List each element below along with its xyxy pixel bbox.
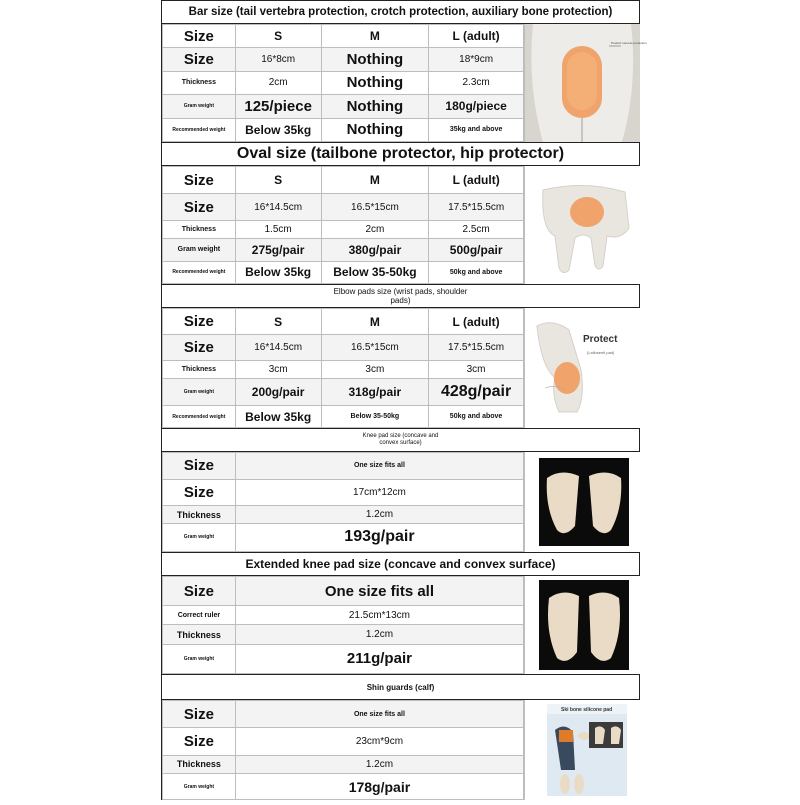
header-cell: Size — [163, 167, 236, 194]
table-row — [163, 701, 524, 728]
table-row — [163, 239, 524, 262]
shin-size-table — [162, 700, 524, 800]
table-cell: 211g/pair — [235, 644, 523, 673]
table-cell: 18*9cm — [429, 48, 524, 71]
table-row — [163, 71, 524, 94]
table-row — [163, 118, 524, 141]
bar-pad-photo — [524, 24, 647, 142]
table-cell: 35kg and above — [429, 118, 524, 141]
table-cell: 428g/pair — [429, 378, 524, 406]
row-label: Gram weight — [163, 523, 236, 551]
ext-knee-pad-photo — [524, 576, 640, 674]
table-row — [163, 95, 524, 118]
table-cell: 2cm — [235, 71, 321, 94]
table-cell: 3cm — [429, 361, 524, 378]
table-cell: One size fits all — [235, 701, 523, 728]
table-cell: One size fits all — [235, 453, 523, 480]
row-label: Thickness — [163, 506, 236, 524]
table-cell: 50kg and above — [429, 261, 524, 284]
table-cell: 380g/pair — [321, 239, 429, 262]
row-label: Correct ruler — [163, 606, 236, 625]
table-cell: 275g/pair — [235, 239, 321, 262]
table-cell: Below 35-50kg — [321, 406, 429, 428]
table-row — [163, 479, 524, 506]
header-cell: S — [235, 25, 321, 48]
table-cell: 16.5*15cm — [321, 335, 429, 361]
row-label: Thickness — [163, 361, 236, 378]
elbow-section-title — [162, 284, 639, 308]
table-row — [163, 406, 524, 428]
row-label: Size — [163, 479, 236, 506]
elbow-section-title-text: Elbow pads size (wrist pads, shoulder pads) — [333, 287, 468, 305]
row-label: Gram weight — [163, 378, 236, 406]
elbow-pad-photo — [524, 308, 640, 428]
elbow-size-table — [162, 308, 524, 428]
table-row — [163, 506, 524, 524]
shin-section-title-text: Shin guards (calf) — [366, 682, 435, 692]
row-label: Recommended weight — [163, 118, 236, 141]
table-row — [163, 453, 524, 480]
table-row — [163, 625, 524, 644]
table-cell: 23cm*9cm — [235, 728, 523, 755]
size-chart-sheet — [161, 0, 647, 800]
table-cell: 17cm*12cm — [235, 479, 523, 506]
row-label: Thickness — [163, 625, 236, 644]
table-cell: Nothing — [321, 71, 429, 94]
header-cell: L (adult) — [429, 25, 524, 48]
ext-knee-section-title-text: Extended knee pad size (concave and convex surface) — [245, 557, 556, 571]
table-cell: 3cm — [321, 361, 429, 378]
table-cell: 16*8cm — [235, 48, 321, 71]
header-cell: Size — [163, 25, 236, 48]
table-row — [163, 378, 524, 406]
table-cell: Nothing — [321, 48, 429, 71]
row-label: Recommended weight — [163, 261, 236, 284]
table-cell: 1.2cm — [235, 506, 523, 524]
row-label: Thickness — [163, 755, 236, 773]
row-label: Size — [163, 701, 236, 728]
table-cell: 2cm — [321, 221, 429, 239]
table-cell: Nothing — [321, 95, 429, 118]
header-cell: Size — [163, 309, 236, 335]
table-cell: Below 35kg — [235, 261, 321, 284]
row-label: Recommended weight — [163, 406, 236, 428]
table-cell: 178g/pair — [235, 774, 523, 800]
row-label: Size — [163, 728, 236, 755]
header-cell: S — [235, 309, 321, 335]
oval-section-title-text: Oval size (tailbone protector, hip protector) — [236, 145, 565, 162]
oval-size-table — [162, 166, 524, 284]
table-header-row — [163, 309, 524, 335]
table-row — [163, 221, 524, 239]
table-row — [163, 774, 524, 800]
table-row — [163, 194, 524, 221]
row-label: Size — [163, 48, 236, 71]
row-label: Gram weight — [163, 774, 236, 800]
table-cell: Nothing — [321, 118, 429, 141]
oval-section-title — [162, 142, 639, 166]
bar-image-note: Product used as protection — [611, 41, 647, 45]
table-row — [163, 644, 524, 673]
oval-pad-photo — [524, 166, 640, 284]
row-label: Thickness — [163, 221, 236, 239]
table-row — [163, 361, 524, 378]
table-row — [163, 523, 524, 551]
row-label: Gram weight — [163, 644, 236, 673]
table-row — [163, 728, 524, 755]
table-row — [163, 606, 524, 625]
knee-section-title — [162, 428, 639, 452]
row-label: Size — [163, 577, 236, 606]
header-cell: M — [321, 309, 429, 335]
table-cell: 16*14.5cm — [235, 194, 321, 221]
header-cell: M — [321, 167, 429, 194]
knee-pad-photo — [524, 452, 640, 552]
table-cell: 1.2cm — [235, 755, 523, 773]
table-cell: One size fits all — [235, 577, 523, 606]
row-label: Thickness — [163, 71, 236, 94]
table-cell: 17.5*15.5cm — [429, 335, 524, 361]
elbow-image-label: Protect — [583, 334, 618, 345]
table-cell: Below 35-50kg — [321, 261, 429, 284]
table-cell: 2.5cm — [429, 221, 524, 239]
table-header-row — [163, 167, 524, 194]
ext-knee-section-title — [162, 552, 639, 576]
header-cell: S — [235, 167, 321, 194]
table-cell: 17.5*15.5cm — [429, 194, 524, 221]
table-cell: 16*14.5cm — [235, 335, 321, 361]
knee-size-table — [162, 452, 524, 552]
table-cell: 200g/pair — [235, 378, 321, 406]
table-header-row — [163, 25, 524, 48]
header-cell: L (adult) — [429, 309, 524, 335]
table-cell: 2.3cm — [429, 71, 524, 94]
table-row — [163, 335, 524, 361]
header-cell: L (adult) — [429, 167, 524, 194]
table-cell: 1.5cm — [235, 221, 321, 239]
table-cell: 16.5*15cm — [321, 194, 429, 221]
row-label: Size — [163, 453, 236, 480]
row-label: Gram weight — [163, 95, 236, 118]
table-cell: 180g/piece — [429, 95, 524, 118]
header-cell: M — [321, 25, 429, 48]
shin-image-title: Ski bone silicone pad — [561, 707, 613, 713]
knee-section-title-text: Knee pad size (concave and convex surface) — [362, 433, 439, 446]
table-cell: Below 35kg — [235, 406, 321, 428]
elbow-image-sub: (Lallnsentl pad) — [587, 350, 615, 355]
table-row — [163, 577, 524, 606]
table-cell: 21.5cm*13cm — [235, 606, 523, 625]
shin-guard-photo — [524, 700, 640, 800]
bar-section-title — [162, 0, 639, 24]
shin-section-title — [162, 674, 639, 700]
table-cell: 50kg and above — [429, 406, 524, 428]
table-cell: 193g/pair — [235, 523, 523, 551]
ext-knee-size-table — [162, 576, 524, 674]
table-cell: 500g/pair — [429, 239, 524, 262]
bar-section-title-text: Bar size (tail vertebra protection, crotch protection, auxiliary bone protection) — [188, 6, 613, 18]
row-label: Size — [163, 335, 236, 361]
table-cell: 1.2cm — [235, 625, 523, 644]
row-label: Gram weight — [163, 239, 236, 262]
table-cell: Below 35kg — [235, 118, 321, 141]
table-row — [163, 755, 524, 773]
table-cell: 125/piece — [235, 95, 321, 118]
table-row — [163, 48, 524, 71]
bar-size-table — [162, 24, 524, 142]
table-cell: 318g/pair — [321, 378, 429, 406]
row-label: Size — [163, 194, 236, 221]
table-cell: 3cm — [235, 361, 321, 378]
table-row — [163, 261, 524, 284]
